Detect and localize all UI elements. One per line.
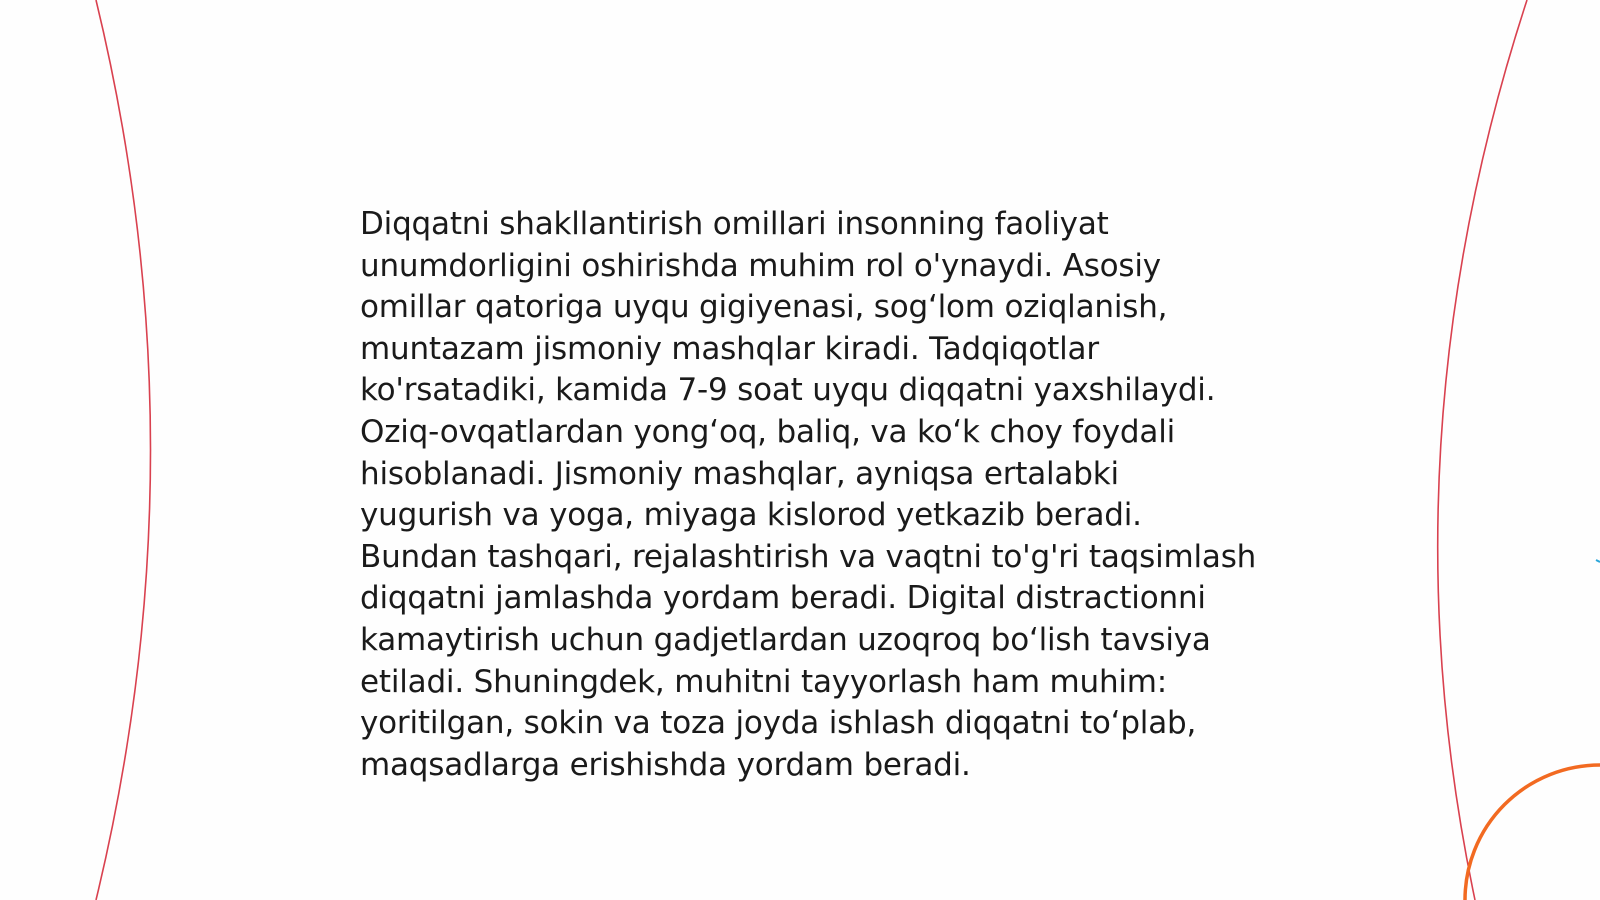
body-paragraph: Diqqatni shakllantirish omillari insonning faoliyat unumdorligini oshirishda muhim rol o'ynaydi. Asosiy omillar qatoriga uyqu gigiyenasi, sog‘lom oziqlanish, muntazam jismoniy mashqlar kiradi. Tadqiqotlar ko'rsatadiki, kamida 7-9 soat uyqu diqqatni yaxshilaydi. Oziq-ovqatlardan yong‘oq, baliq, va ko‘k choy foydali hisoblanadi. Jismoniy mashqlar, ayniqsa ertalabki yugurish va yoga, miyaga kislorod yetkazib beradi. Bundan tashqari, rejalashtirish va vaqtni to'g'ri taqsimlash diqqatni jamlashda yordam beradi. Digital distractionni kamaytirish uchun gadjetlardan uzoqroq bo‘lish tavsiya etiladi. Shuningdek, muhitni tayyorlash ham muhim: yoritilgan, sokin va toza joyda ishlash diqqatni to‘plab, maqsadlarga erishishda yordam beradi. [360,206,1257,783]
orange-ring [1465,765,1600,900]
right-curve [1438,0,1527,900]
blue-mark [1596,560,1600,562]
left-curve [96,0,151,900]
